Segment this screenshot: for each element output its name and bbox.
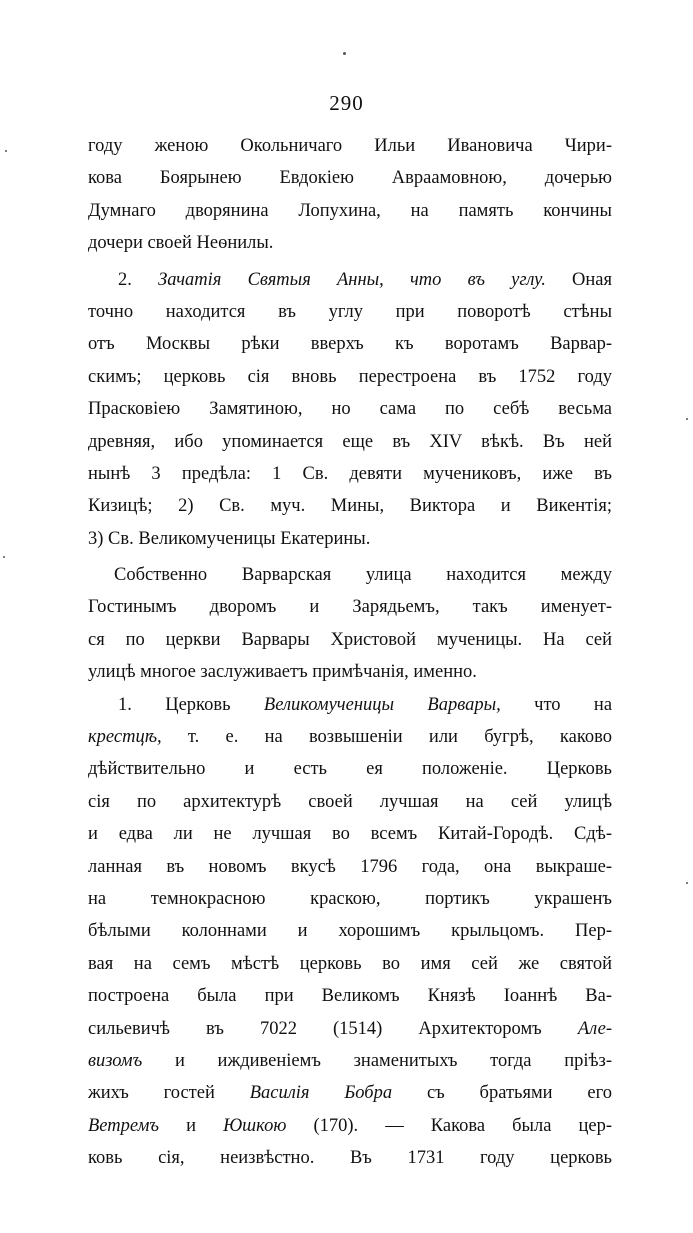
print-speck — [5, 150, 7, 152]
text-fragment: жихъ гостей — [88, 1083, 215, 1104]
person-name: Ветремъ — [88, 1115, 160, 1136]
text-line: дочери своей Неѳнилы. — [88, 233, 274, 254]
text-line — [88, 1077, 612, 1109]
text-line: скимъ; церковь сiя вновь перестроена въ 1752 году — [88, 366, 612, 387]
text-fragment: сильевичѣ въ 7022 (1514) Архитекторомъ — [88, 1018, 542, 1039]
text-line: кова Боярынею Евдокiею Авраамовною, дочерью — [88, 168, 612, 189]
text-fragment: и — [186, 1115, 197, 1136]
text-line: Гостинымъ дворомъ и Зарядьемъ, такъ именует- — [88, 597, 612, 618]
text-line: построена была при Великомъ Князѣ Iоаннѣ Ва- — [88, 986, 612, 1007]
text-line: дѣйствительно и есть ея положенiе. Церковь — [88, 759, 612, 780]
text-fragment: Оная — [572, 269, 613, 290]
text-line: Прасковiею Замятиною, но сама по себѣ весьма — [88, 399, 612, 420]
text-fragment: 1. Церковь — [118, 694, 231, 715]
print-speck — [3, 556, 5, 558]
text-line: году женою Окольничаго Ильи Ивановича Чири- — [88, 136, 612, 156]
text-line: ковь сiя, неизвѣстно. Въ 1731 году церковь — [88, 1148, 612, 1169]
text-line — [88, 721, 612, 753]
page-number: 290 — [329, 91, 364, 115]
text-line: бѣлыми колоннами и хорошимъ крыльцомъ. Пер- — [88, 921, 612, 942]
print-speck — [686, 882, 688, 884]
item-number: 2. — [118, 269, 132, 290]
church-name: Великомученицы Варвары, — [263, 694, 501, 715]
print-speck — [343, 52, 346, 55]
text-line: Собственно Варварская улица находится между — [114, 565, 612, 586]
text-line — [88, 1045, 612, 1077]
text-line — [88, 1110, 612, 1142]
text-line: и едва ли не лучшая во всемъ Китай-Городѣ. Сдѣ- — [88, 824, 612, 845]
text-line: на темнокрасною краскою, портикъ украшенъ — [88, 888, 612, 909]
person-name: визомъ — [88, 1050, 143, 1071]
person-name: Юшкою — [223, 1115, 287, 1136]
text-line: ланная въ новомъ вкусѣ 1796 года, она выкраше- — [88, 856, 612, 877]
text-line: 3) Св. Великомученицы Екатерины. — [88, 528, 371, 549]
text-line — [88, 689, 612, 721]
print-speck — [686, 418, 688, 420]
place-name: крестцѣ, — [88, 727, 162, 748]
church-name: Зачатiя Святыя Анны, что въ углу. — [158, 269, 546, 290]
text-line — [88, 264, 612, 296]
text-line — [88, 1013, 612, 1045]
text-line: древняя, ибо упоминается еще въ XIV вѣкѣ. Въ ней — [88, 431, 612, 452]
text-line: ся по церкви Варвары Христовой мученицы. На сей — [88, 629, 612, 650]
text-line: улицѣ многое заслуживаетъ примѣчанiя, именно. — [88, 662, 477, 683]
person-name: Василiя Бобра — [249, 1083, 393, 1104]
text-fragment: т. е. на возвышенiи или бугрѣ, каково — [187, 727, 612, 748]
text-line: вая на семъ мѣстѣ церковь во имя сей же святой — [88, 953, 612, 974]
text-line: точно находится въ углу при поворотѣ стѣны — [88, 301, 612, 322]
text-line: Думнаго дворянина Лопухина, на память кончины — [88, 200, 612, 221]
text-line: нынѣ 3 предѣла: 1 Св. девяти мучениковъ, иже въ — [88, 463, 612, 484]
body-text — [88, 130, 612, 1175]
text-fragment: что на — [534, 694, 613, 715]
text-line: отъ Москвы рѣки вверхъ къ воротамъ Варвар- — [88, 334, 612, 355]
text-line: сiя по архитектурѣ своей лучшая на сей улицѣ — [88, 791, 612, 812]
person-name: Але- — [577, 1018, 613, 1039]
text-fragment: и иждивенiемъ знаменитыхъ тогда прiѣз- — [174, 1050, 612, 1071]
text-fragment: съ братьями его — [426, 1083, 613, 1104]
text-fragment: (170). — Какова была цер- — [313, 1115, 613, 1136]
text-line: Кизицѣ; 2) Св. муч. Мины, Виктора и Викентiя; — [88, 496, 612, 517]
